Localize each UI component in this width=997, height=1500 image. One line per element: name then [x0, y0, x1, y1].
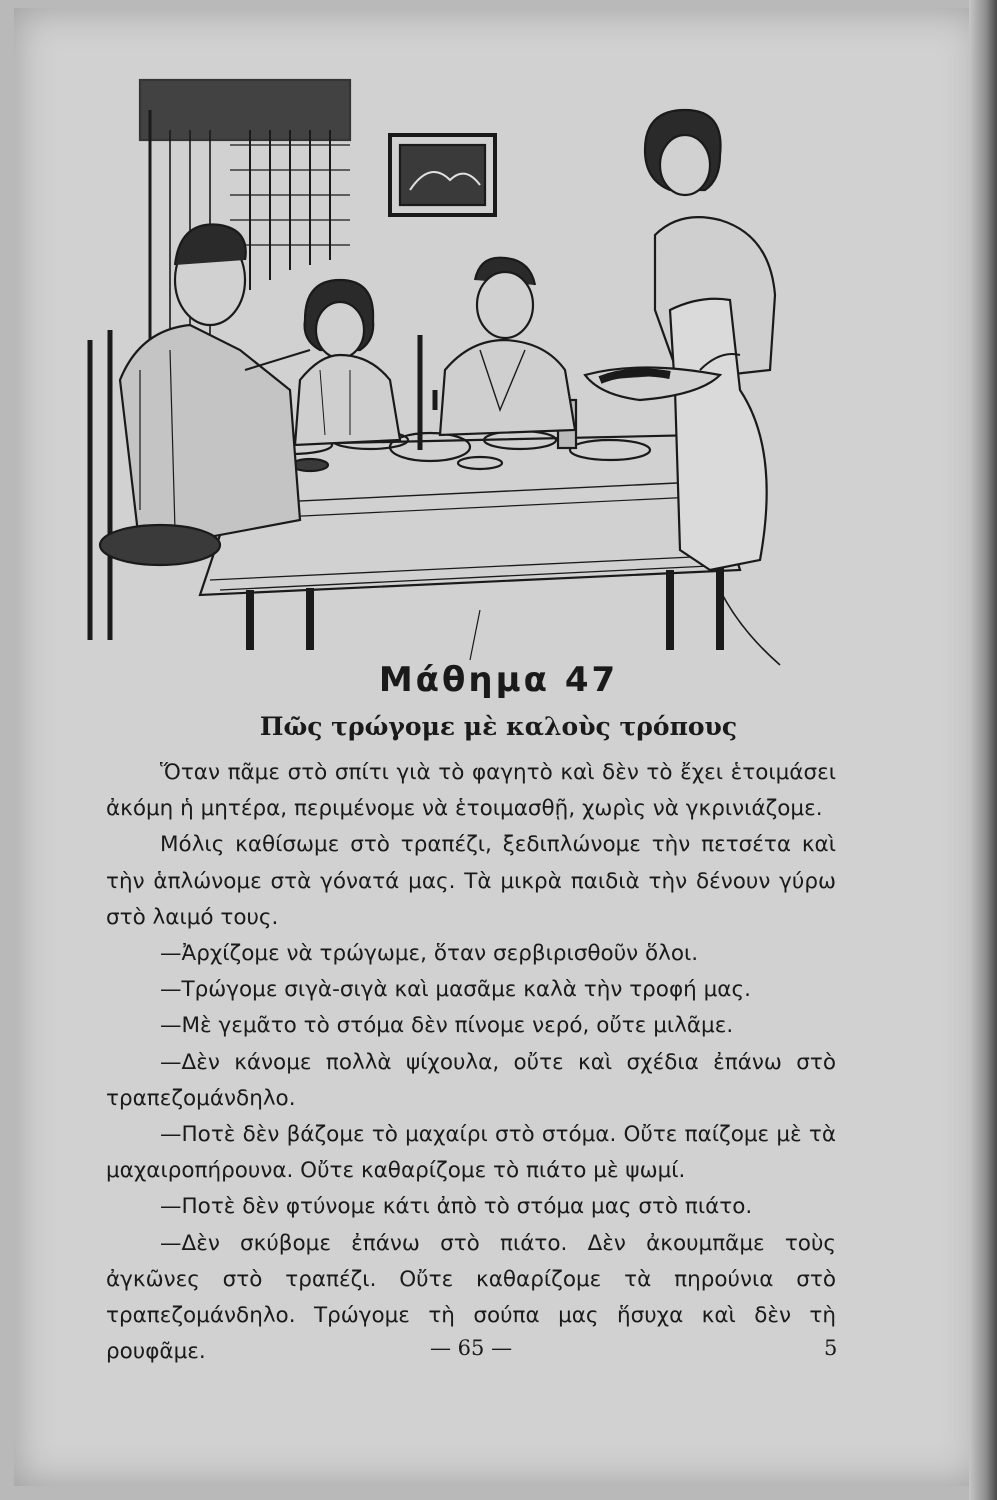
paragraph: Ὅταν πᾶμε στὸ σπίτι γιὰ τὸ φαγητὸ καὶ δὲν τὸ ἔχει ἑτοιμάσει ἀκόμη ἡ μητέρα, περιμένομε νὰ ἑτοιμασθῇ, χωρὶς νὰ γκρινιάζομε. [106, 760, 836, 822]
paragraph: —Τρώγομε σιγὰ-σιγὰ καὶ μασᾶμε καλὰ τὴν τροφή μας. [160, 977, 751, 1003]
lesson-subtitle: Πῶς τρώγομε μὲ καλοὺς τρόπους [259, 712, 738, 741]
lesson-body [106, 755, 836, 1370]
paragraph: —Δὲν σκύβομε ἐπάνω στὸ πιάτο. Δὲν ἀκουμπᾶμε τοὺς ἀγκῶνες στὸ τραπέζι. Οὔτε καθαρίζομε τὰ πηρούνια στὸ τραπεζομάνδηλο. Τρώγομε τὴ σούπα μας ἥσυχα καὶ δὲν τὴ ρουφᾶμε. [106, 1230, 836, 1365]
paragraph: Μόλις καθίσωμε στὸ τραπέζι, ξεδιπλώνομε τὴν πετσέτα καὶ τὴν ἁπλώνομε στὰ γόνατά μας. Τὰ μικρὰ παιδιὰ τὴν δένουν γύρω στὸ λαιμό τους. [106, 832, 836, 930]
signature-mark: 5 [824, 1336, 838, 1360]
paragraph: —Ποτὲ δὲν φτύνομε κάτι ἀπὸ τὸ στόμα μας στὸ πιάτο. [160, 1194, 753, 1220]
paragraph: —Μὲ γεμᾶτο τὸ στόμα δὲν πίνομε νερό, οὔτε μιλᾶμε. [160, 1013, 734, 1039]
family-dinner-illustration [80, 50, 850, 670]
page-number: — 65 — [430, 1336, 513, 1360]
daughter-figure [295, 280, 400, 445]
paragraph: —Ἀρχίζομε νὰ τρώγωμε, ὅταν σερβιρισθοῦν ὅλοι. [160, 941, 699, 967]
paragraph: —Ποτὲ δὲν βάζομε τὸ μαχαίρι στὸ στόμα. Οὔτε παίζομε μὲ τὰ μαχαιροπήρουνα. Οὔτε καθαρίζομε τὸ πιάτο μὲ ψωμί. [106, 1122, 836, 1184]
page-edge-shadow [969, 0, 997, 1500]
paragraph: —Δὲν κάνομε πολλὰ ψίχουλα, οὔτε καὶ σχέδια ἐπάνω στὸ τραπεζομάνδηλο. [106, 1049, 836, 1111]
son-figure [420, 258, 575, 450]
mother-figure [585, 110, 780, 665]
wall-picture [390, 135, 495, 215]
lesson-title: Μάθημα 47 [378, 660, 619, 700]
